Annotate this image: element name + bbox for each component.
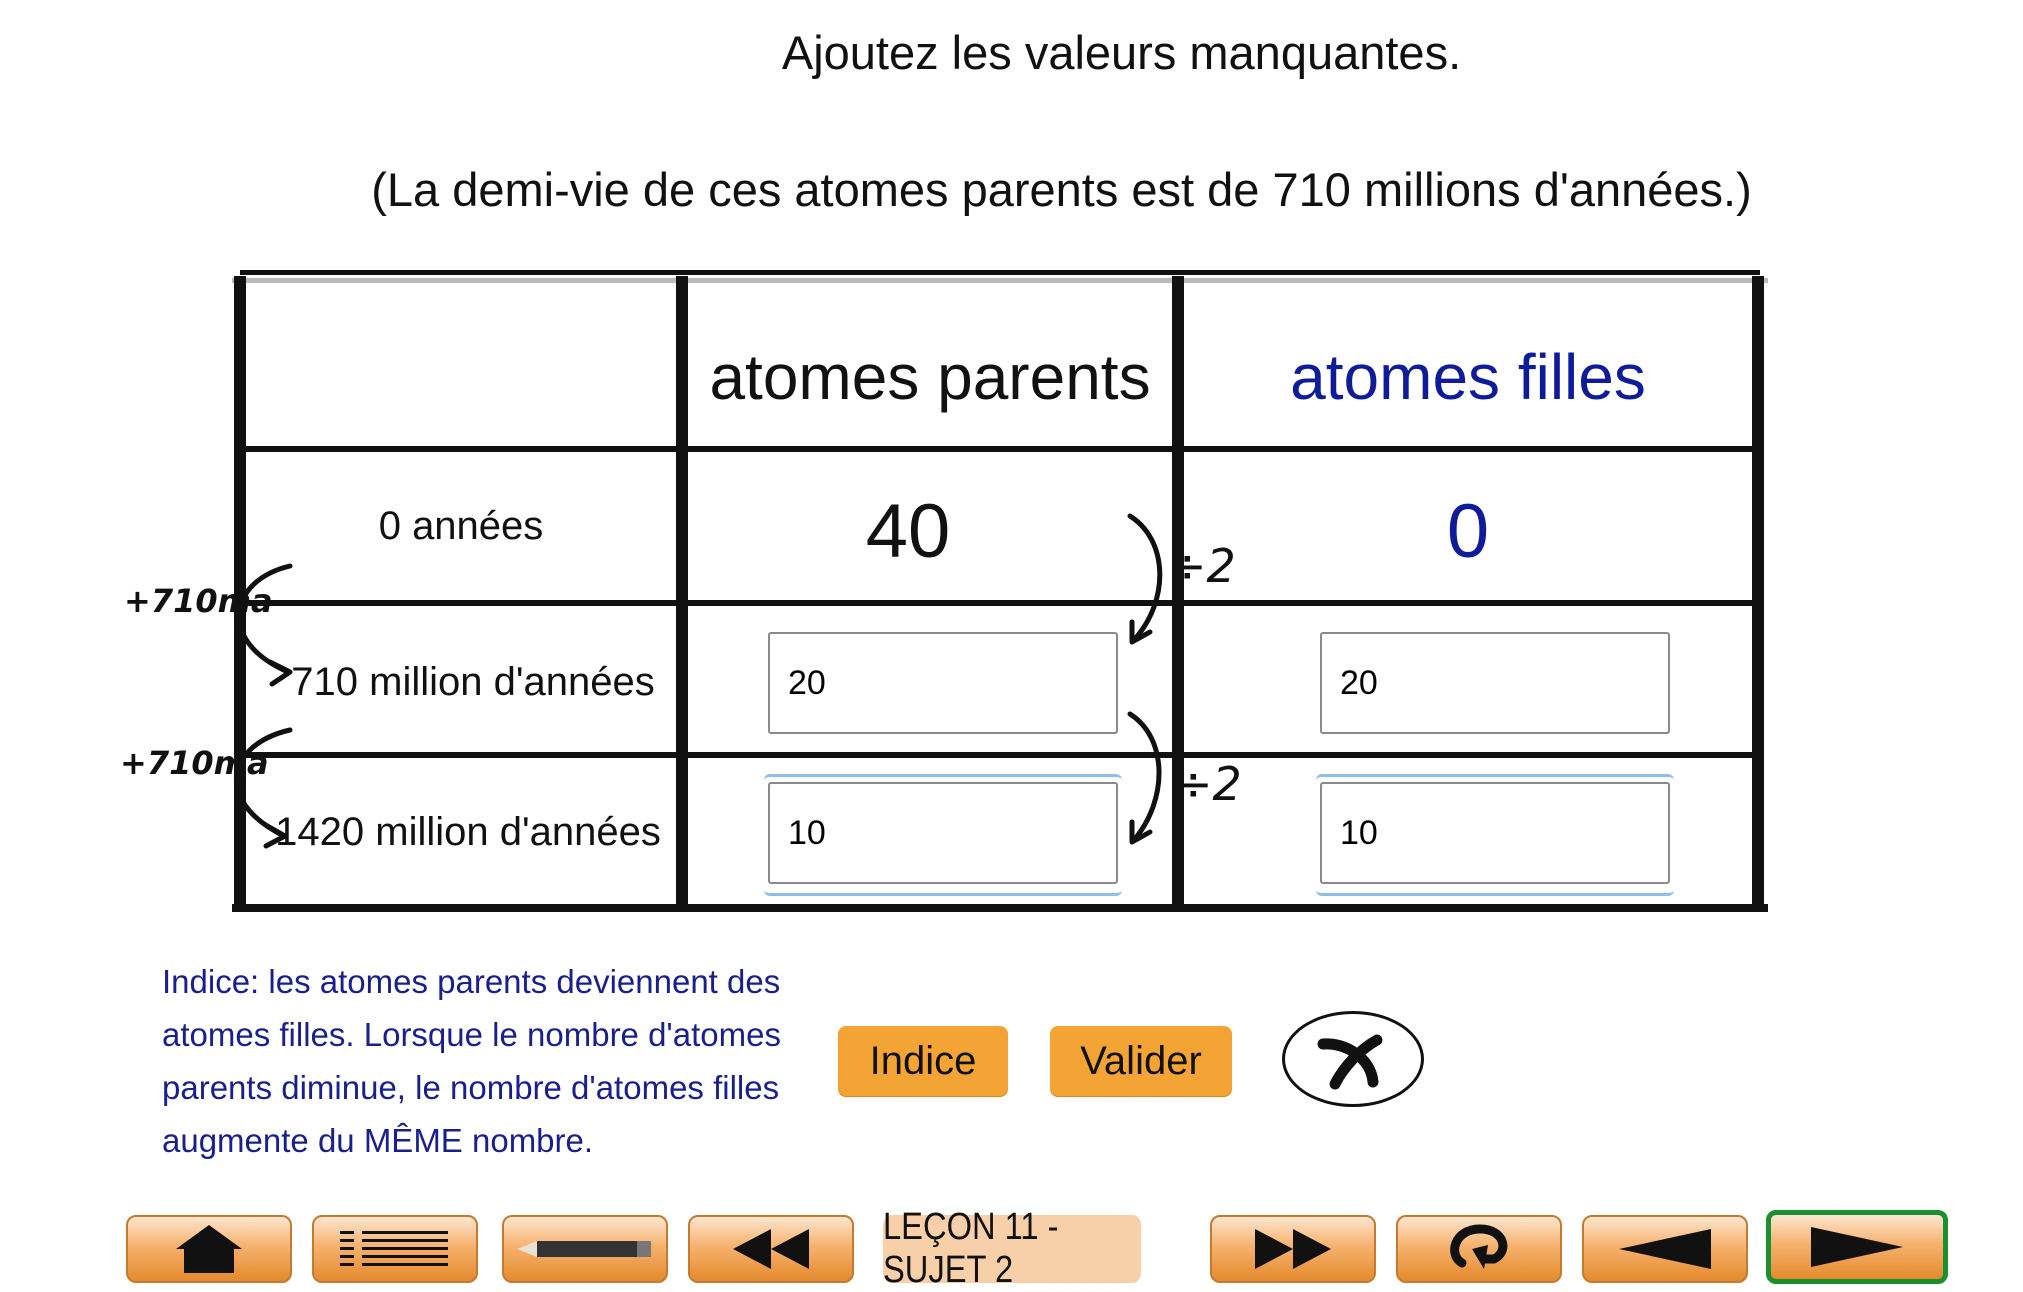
fast-forward-icon	[1253, 1227, 1333, 1271]
time-step-label: +710ma	[120, 744, 269, 782]
daughters-value-0: 0	[1446, 489, 1490, 574]
check-button[interactable]: Valider	[1050, 1026, 1232, 1096]
divide-arrow-1	[1130, 516, 1160, 640]
home-button[interactable]	[126, 1215, 292, 1283]
divide-arrow-2	[1130, 714, 1159, 840]
time-arrow-2-head	[264, 824, 285, 846]
row-label-0: 0 années	[378, 504, 544, 548]
lesson-label: LEÇON 11 - SUJET 2	[883, 1215, 1141, 1283]
cross-icon	[1285, 1014, 1421, 1104]
row-label-2: 1420 million d'années	[275, 810, 661, 854]
hint-text: Indice: les atomes parents deviennent des atomes filles. Lorsque le nombre d'atomes parents diminue, le nombre d'atomes filles augmente du MÊME nombre.	[162, 963, 781, 1159]
instruction-title: Ajoutez les valeurs manquantes.	[781, 26, 1462, 79]
rewind-icon	[731, 1227, 811, 1271]
clear-button[interactable]	[1282, 1011, 1424, 1107]
previous-icon	[1615, 1227, 1715, 1271]
parents-value-0: 40	[865, 489, 951, 574]
next-icon	[1807, 1225, 1907, 1269]
time-arrow-1-head	[270, 662, 290, 684]
previous-button[interactable]	[1582, 1215, 1748, 1283]
pencil-icon	[515, 1234, 655, 1264]
replay-button[interactable]	[1396, 1215, 1562, 1283]
divide-label: ÷2	[1174, 757, 1242, 811]
menu-list-icon	[340, 1227, 450, 1271]
home-icon	[174, 1223, 244, 1275]
next-button[interactable]	[1766, 1210, 1948, 1284]
header-parents: atomes parents	[709, 341, 1151, 413]
row-label-1: 710 million d'années	[291, 660, 655, 704]
time-step-label: +710ma	[124, 582, 273, 620]
menu-button[interactable]	[312, 1215, 478, 1283]
header-daughters: atomes filles	[1290, 341, 1646, 413]
replay-icon	[1444, 1223, 1514, 1275]
fast-forward-button[interactable]	[1210, 1215, 1376, 1283]
hint-button[interactable]: Indice	[838, 1026, 1008, 1096]
rewind-button[interactable]	[688, 1215, 854, 1283]
pencil-button[interactable]	[502, 1215, 668, 1283]
divide-label: ÷2	[1168, 539, 1236, 593]
half-life-note: (La demi-vie de ces atomes parents est de 710 millions d'années.)	[371, 163, 1752, 216]
